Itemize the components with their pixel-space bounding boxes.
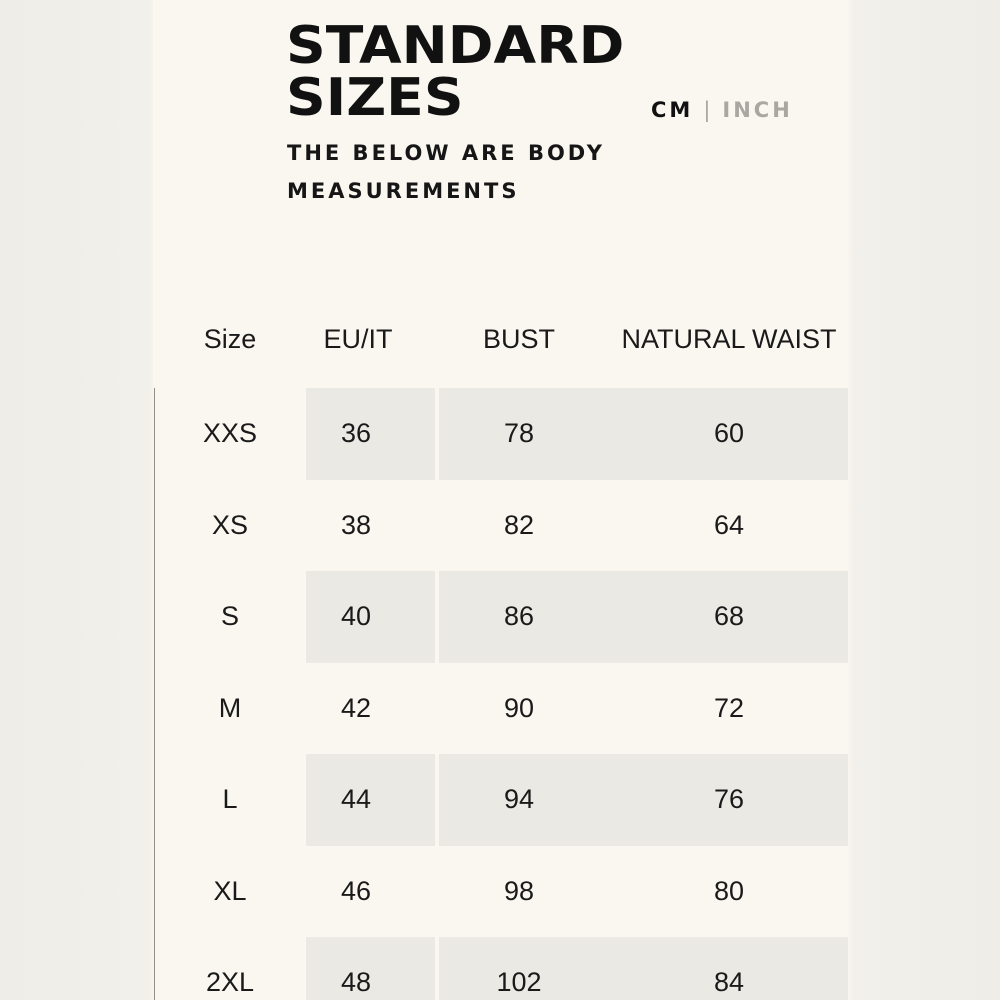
cell-size: XXS: [202, 418, 258, 448]
cell-size: S: [220, 601, 239, 631]
cell-natural-waist: 68: [713, 601, 745, 631]
title-line-1: STANDARD: [286, 16, 625, 76]
cell-eu-it: 36: [340, 418, 372, 448]
table-row: [155, 937, 848, 1000]
table-row: [155, 480, 848, 572]
cell-eu-it: 46: [340, 875, 372, 906]
page-subtitle: THE BELOW ARE BODY MEASUREMENTS: [287, 141, 605, 203]
cell-size: XL: [213, 875, 247, 906]
cell-size: L: [222, 784, 238, 814]
cell-size: M: [218, 692, 242, 723]
table-header: [155, 297, 848, 388]
cell-eu-it: 40: [340, 601, 372, 631]
table-row: [155, 846, 848, 938]
cell-bust: 94: [503, 784, 535, 814]
cell-natural-waist: 72: [713, 692, 745, 723]
table-row: [155, 571, 848, 663]
table-row: [155, 754, 848, 846]
cell-natural-waist: 60: [713, 418, 745, 448]
cell-size: 2XL: [205, 967, 255, 997]
size-table: [155, 297, 848, 1000]
unit-separator: |: [703, 98, 711, 122]
cell-natural-waist: 80: [713, 875, 745, 906]
column-header-bust: BUST: [482, 324, 555, 354]
unit-cm-option[interactable]: CM: [651, 98, 694, 122]
cell-bust: 78: [503, 418, 535, 448]
cell-bust: 86: [503, 601, 535, 631]
cell-eu-it: 44: [340, 784, 372, 814]
cell-eu-it: 38: [340, 509, 372, 540]
cell-eu-it: 48: [340, 967, 372, 997]
cell-natural-waist: 84: [713, 967, 745, 997]
table-row: [155, 663, 848, 755]
cell-bust: 102: [496, 967, 542, 997]
table-row: [155, 388, 848, 480]
unit-inch-option[interactable]: INCH: [722, 98, 793, 122]
column-header-eu-it: EU/IT: [323, 324, 393, 354]
page-title: [286, 16, 625, 128]
title-line-2: SIZES: [286, 68, 464, 128]
cell-size: XS: [211, 509, 249, 540]
column-header-size: Size: [203, 324, 257, 354]
cell-bust: 98: [503, 875, 535, 906]
cell-eu-it: 42: [340, 692, 372, 723]
cell-bust: 90: [503, 692, 535, 723]
cell-natural-waist: 64: [713, 509, 745, 540]
cell-bust: 82: [503, 509, 535, 540]
unit-toggle: [651, 98, 793, 122]
column-header-natural-waist: NATURAL WAIST: [621, 324, 837, 354]
cell-natural-waist: 76: [713, 784, 745, 814]
